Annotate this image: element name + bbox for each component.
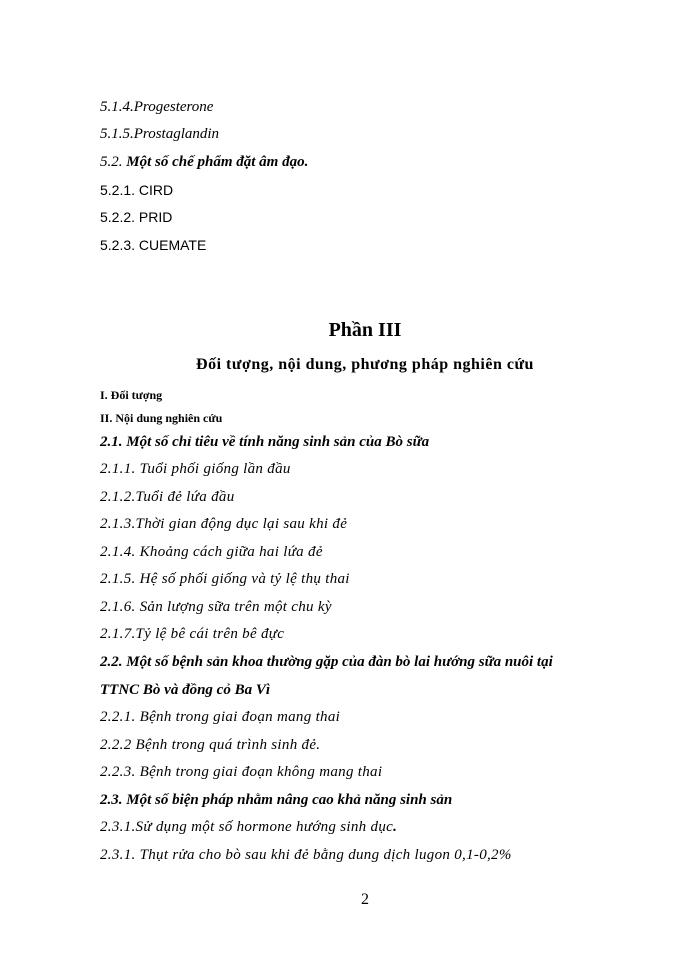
toc-item-5-2-1: 5.2.1. CIRD [100, 182, 174, 198]
toc-item-5-2-2: 5.2.2. PRID [100, 209, 173, 225]
section-2-2: 2.2. Một số bệnh sản khoa thường gặp của đàn bò lai hướng sữa nuôi tại [100, 654, 553, 670]
section-2-3-1-b: 2.3.1. Thụt rửa cho bò sau khi đẻ bằng dung dịch lugon 0,1-0,2% [100, 847, 512, 863]
toc-heading-5-2-number: 5.2. [100, 154, 127, 170]
section-2-1-7: 2.1.7.Tỷ lệ bê cái trên bê đực [100, 626, 285, 642]
part-title: Phần III [328, 319, 402, 341]
toc-item-5-1-4: 5.1.4.Progesterone [100, 99, 214, 115]
section-2-2-1: 2.2.1. Bệnh trong giai đoạn mang thai [100, 709, 341, 725]
section-ii: II. Nội dung nghiên cứu [100, 411, 223, 425]
toc-item-5-1-5: 5.1.5.Prostaglandin [100, 126, 220, 142]
section-2-2-2: 2.2.2 Bệnh trong quá trình sinh đẻ. [100, 737, 321, 753]
section-2-1-4: 2.1.4. Khoảng cách giữa hai lứa đẻ [100, 544, 323, 560]
page-number: 2 [361, 891, 369, 908]
section-2-3-1-text: 2.3.1.Sử dụng một số hormone hướng sinh dục [100, 819, 394, 835]
section-2-2-cont: TTNC Bò và đồng cỏ Ba Vì [100, 682, 271, 698]
section-2-3: 2.3. Một số biện pháp nhằm nâng cao khả năng sinh sản [100, 792, 453, 808]
section-2-2-3: 2.2.3. Bệnh trong giai đoạn không mang thai [100, 764, 383, 780]
section-2-1-6: 2.1.6. Sản lượng sữa trên một chu kỳ [100, 599, 332, 615]
section-2-3-1 [100, 818, 397, 836]
toc-heading-5-2 [100, 153, 308, 171]
section-2-3-1-period: . [393, 819, 398, 835]
section-2-1: 2.1. Một số chỉ tiêu về tính năng sinh sản của Bò sữa [100, 434, 430, 450]
section-2-1-3: 2.1.3.Thời gian động dục lại sau khi đẻ [100, 516, 348, 532]
toc-item-5-2-3: 5.2.3. CUEMATE [100, 237, 207, 253]
section-2-1-5: 2.1.5. Hệ số phối giống và tỷ lệ thụ thai [100, 571, 350, 587]
toc-heading-5-2-title: Một số chế phẩm đặt âm đạo. [126, 154, 309, 170]
section-2-1-2: 2.1.2.Tuổi đẻ lứa đầu [100, 489, 235, 505]
section-i: I. Đối tượng [100, 388, 163, 402]
section-2-1-1: 2.1.1. Tuổi phối giống lần đầu [100, 461, 291, 477]
part-subtitle: Đối tượng, nội dung, phương pháp nghiên cứu [196, 356, 534, 373]
